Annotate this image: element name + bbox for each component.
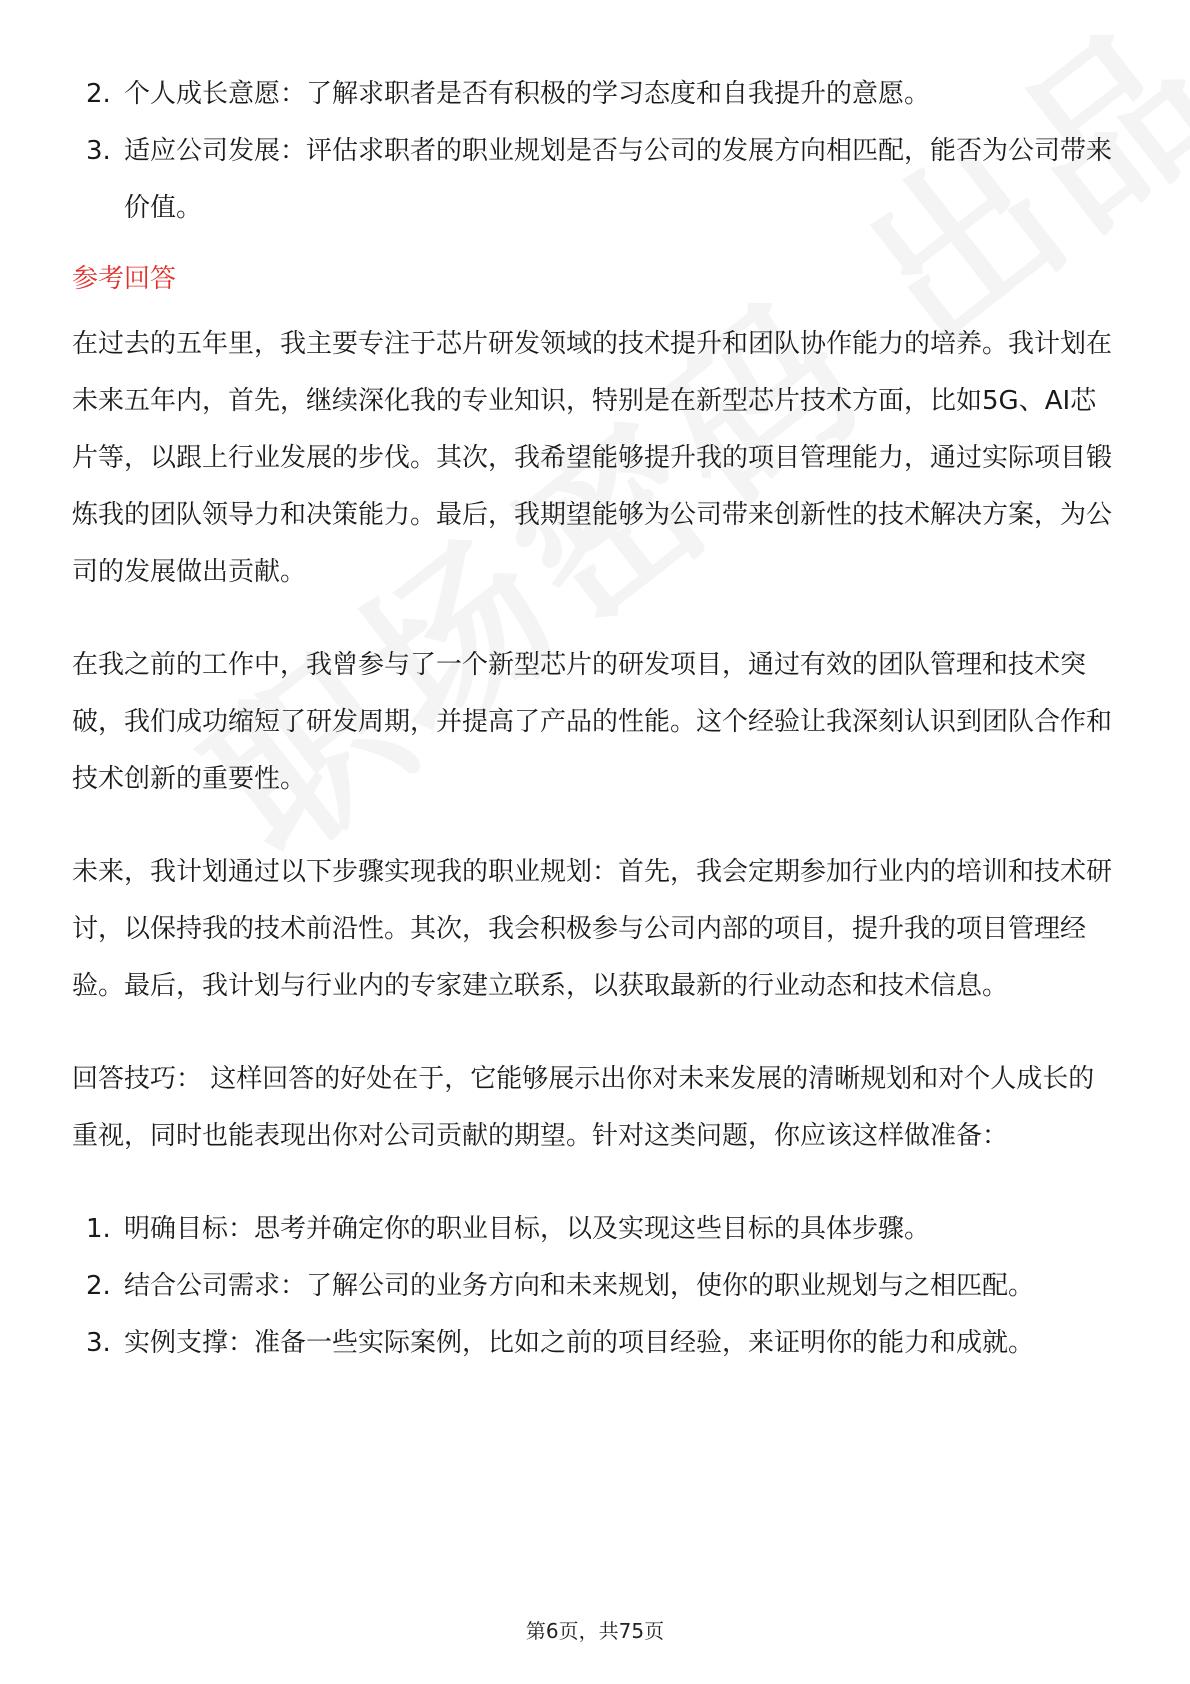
list-item <box>72 123 1118 237</box>
list-text: 适应公司发展：评估求职者的职业规划是否与公司的发展方向相匹配，能否为公司带来价值。 <box>124 136 1113 223</box>
list-number: 3. <box>86 136 111 166</box>
paragraph: 在过去的五年里，我主要专注于芯片研发领域的技术提升和团队协作能力的培养。我计划在未来五年内，首先，继续深化我的专业知识，特别是在新型芯片技术方面，比如5G、AI芯片等，以跟上行业发展的步伐。其次，我希望能够提升我的项目管理能力，通过实际项目锻炼我的团队领导力和决策能力。最后，我期望能够为公司带来创新性的技术解决方案，为公司的发展做出贡献。 <box>72 329 1113 587</box>
document-body <box>72 66 1118 1372</box>
tips-list <box>72 1201 1118 1372</box>
list-text: 实例支撑：准备一些实际案例，比如之前的项目经验，来证明你的能力和成就。 <box>124 1328 1035 1358</box>
list-item <box>72 66 1118 123</box>
intro-list <box>72 66 1118 237</box>
list-text: 结合公司需求：了解公司的业务方向和未来规划，使你的职业规划与之相匹配。 <box>124 1271 1035 1301</box>
list-text: 明确目标：思考并确定你的职业目标，以及实现这些目标的具体步骤。 <box>124 1214 931 1244</box>
section-heading: 参考回答 <box>72 264 177 294</box>
paragraph: 未来，我计划通过以下步骤实现我的职业规划：首先，我会定期参加行业内的培训和技术研讨，以保持我的技术前沿性。其次，我会积极参与公司内部的项目，提升我的项目管理经验。最后，我计划与行业内的专家建立联系，以获取最新的行业动态和技术信息。 <box>72 857 1113 1001</box>
paragraph: 在我之前的工作中，我曾参与了一个新型芯片的研发项目，通过有效的团队管理和技术突破，我们成功缩短了研发周期，并提高了产品的性能。这个经验让我深刻认识到团队合作和技术创新的重要性。 <box>72 650 1113 794</box>
list-item <box>72 1315 1118 1372</box>
page-footer: 第6页，共75页 <box>525 1619 665 1643</box>
list-number: 2. <box>86 79 111 109</box>
list-number: 3. <box>86 1328 111 1358</box>
list-number: 1. <box>86 1214 111 1244</box>
paragraph: 回答技巧： 这样回答的好处在于，它能够展示出你对未来发展的清晰规划和对个人成长的重视，同时也能表现出你对公司贡献的期望。针对这类问题，你应该这样做准备： <box>72 1064 1095 1151</box>
list-item <box>72 1201 1118 1258</box>
list-text: 个人成长意愿：了解求职者是否有积极的学习态度和自我提升的意愿。 <box>124 79 931 109</box>
list-item <box>72 1258 1118 1315</box>
list-number: 2. <box>86 1271 111 1301</box>
